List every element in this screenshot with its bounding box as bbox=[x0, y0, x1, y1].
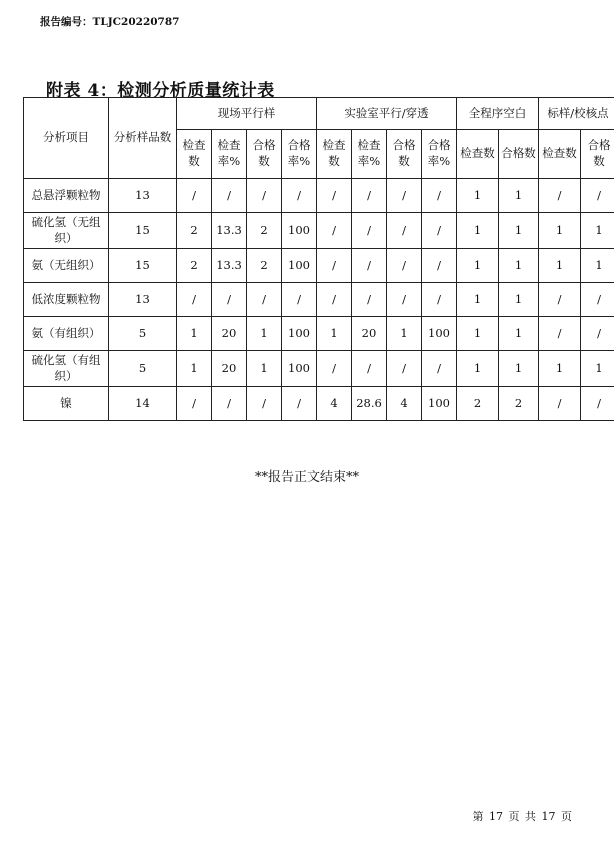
value-cell: 1 bbox=[581, 249, 614, 283]
table-row bbox=[24, 317, 614, 351]
value-cell: 1 bbox=[499, 317, 539, 351]
value-cell: 13.3 bbox=[212, 213, 247, 249]
value-cell: / bbox=[387, 351, 422, 387]
value-cell: 100 bbox=[282, 249, 317, 283]
value-cell: 100 bbox=[422, 387, 457, 421]
col-analysis-item: 分析项目 bbox=[24, 98, 109, 179]
value-cell: 1 bbox=[177, 351, 212, 387]
value-cell: / bbox=[282, 283, 317, 317]
value-cell: 1 bbox=[539, 213, 581, 249]
value-cell: / bbox=[352, 179, 387, 213]
value-cell: 100 bbox=[422, 317, 457, 351]
value-cell: 2 bbox=[177, 213, 212, 249]
value-cell: / bbox=[539, 283, 581, 317]
sub-check-rate: 检查率% bbox=[352, 130, 387, 179]
value-cell: 1 bbox=[499, 249, 539, 283]
value-cell: 20 bbox=[352, 317, 387, 351]
sample-count-cell: 15 bbox=[109, 213, 177, 249]
value-cell: / bbox=[422, 249, 457, 283]
value-cell: / bbox=[539, 179, 581, 213]
value-cell: 1 bbox=[539, 351, 581, 387]
value-cell: 4 bbox=[387, 387, 422, 421]
value-cell: 1 bbox=[457, 179, 499, 213]
value-cell: / bbox=[317, 249, 352, 283]
value-cell: 13.3 bbox=[212, 249, 247, 283]
sub-pass-count: 合格数 bbox=[387, 130, 422, 179]
analysis-item-cell: 总悬浮颗粒物 bbox=[24, 179, 109, 213]
page-number: 第 17 页 共 17 页 bbox=[472, 810, 572, 823]
value-cell: / bbox=[539, 387, 581, 421]
value-cell: / bbox=[352, 249, 387, 283]
value-cell: / bbox=[581, 387, 614, 421]
value-cell: 1 bbox=[499, 179, 539, 213]
value-cell: 1 bbox=[247, 351, 282, 387]
group-standard-check: 标样/校核点 bbox=[539, 98, 614, 130]
value-cell: 1 bbox=[457, 249, 499, 283]
report-number: 报告编号：TLJC20220787 bbox=[40, 16, 180, 28]
sub-pass-count: 合格数 bbox=[247, 130, 282, 179]
analysis-item-cell: 氨（有组织） bbox=[24, 317, 109, 351]
value-cell: / bbox=[387, 213, 422, 249]
group-full-blank: 全程序空白 bbox=[457, 98, 539, 130]
sub-pass-count: 合格数 bbox=[581, 130, 614, 179]
value-cell: / bbox=[282, 179, 317, 213]
qc-statistics-table bbox=[23, 97, 614, 421]
sample-count-cell: 5 bbox=[109, 317, 177, 351]
value-cell: / bbox=[581, 179, 614, 213]
value-cell: 28.6 bbox=[352, 387, 387, 421]
value-cell: 1 bbox=[499, 213, 539, 249]
value-cell: 100 bbox=[282, 351, 317, 387]
value-cell: / bbox=[422, 179, 457, 213]
sub-check-rate: 检查率% bbox=[212, 130, 247, 179]
value-cell: 1 bbox=[177, 317, 212, 351]
value-cell: / bbox=[422, 283, 457, 317]
value-cell: / bbox=[352, 351, 387, 387]
sub-check-count: 检查数 bbox=[539, 130, 581, 179]
value-cell: / bbox=[387, 179, 422, 213]
analysis-item-cell: 氨（无组织） bbox=[24, 249, 109, 283]
value-cell: / bbox=[387, 249, 422, 283]
group-field-parallel: 现场平行样 bbox=[177, 98, 317, 130]
value-cell: / bbox=[387, 283, 422, 317]
value-cell: / bbox=[539, 317, 581, 351]
value-cell: / bbox=[177, 387, 212, 421]
value-cell: 1 bbox=[581, 213, 614, 249]
sample-count-cell: 5 bbox=[109, 351, 177, 387]
value-cell: / bbox=[177, 283, 212, 317]
value-cell: / bbox=[247, 179, 282, 213]
value-cell: / bbox=[247, 387, 282, 421]
sub-check-count: 检查数 bbox=[317, 130, 352, 179]
value-cell: 2 bbox=[499, 387, 539, 421]
value-cell: 1 bbox=[457, 283, 499, 317]
value-cell: / bbox=[317, 179, 352, 213]
value-cell: / bbox=[317, 283, 352, 317]
value-cell: / bbox=[212, 283, 247, 317]
sub-pass-rate: 合格率% bbox=[422, 130, 457, 179]
value-cell: 20 bbox=[212, 351, 247, 387]
value-cell: / bbox=[581, 283, 614, 317]
analysis-item-cell: 硫化氢（无组织） bbox=[24, 213, 109, 249]
value-cell: 1 bbox=[457, 317, 499, 351]
table-row bbox=[24, 249, 614, 283]
value-cell: 2 bbox=[247, 249, 282, 283]
sample-count-cell: 13 bbox=[109, 283, 177, 317]
report-end-mark: **报告正文结束** bbox=[254, 470, 359, 485]
table-row bbox=[24, 351, 614, 387]
sub-pass-count: 合格数 bbox=[499, 130, 539, 179]
value-cell: / bbox=[581, 317, 614, 351]
value-cell: 1 bbox=[457, 351, 499, 387]
table-row bbox=[24, 179, 614, 213]
analysis-item-cell: 硫化氢（有组织） bbox=[24, 351, 109, 387]
value-cell: / bbox=[212, 179, 247, 213]
sub-check-count: 检查数 bbox=[457, 130, 499, 179]
table-row bbox=[24, 387, 614, 421]
value-cell: 2 bbox=[177, 249, 212, 283]
value-cell: 1 bbox=[581, 351, 614, 387]
value-cell: 100 bbox=[282, 213, 317, 249]
value-cell: 20 bbox=[212, 317, 247, 351]
table-title: 附表 4：检测分析质量统计表 bbox=[46, 81, 275, 101]
value-cell: / bbox=[177, 179, 212, 213]
analysis-item-cell: 低浓度颗粒物 bbox=[24, 283, 109, 317]
table-row bbox=[24, 283, 614, 317]
value-cell: / bbox=[352, 283, 387, 317]
value-cell: 4 bbox=[317, 387, 352, 421]
value-cell: 1 bbox=[539, 249, 581, 283]
sub-pass-rate: 合格率% bbox=[282, 130, 317, 179]
value-cell: 100 bbox=[282, 317, 317, 351]
table-row bbox=[24, 213, 614, 249]
value-cell: / bbox=[422, 213, 457, 249]
value-cell: 2 bbox=[457, 387, 499, 421]
value-cell: 1 bbox=[499, 351, 539, 387]
value-cell: 1 bbox=[247, 317, 282, 351]
group-lab-parallel: 实验室平行/穿透 bbox=[317, 98, 457, 130]
value-cell: / bbox=[317, 213, 352, 249]
sample-count-cell: 13 bbox=[109, 179, 177, 213]
value-cell: 1 bbox=[387, 317, 422, 351]
sample-count-cell: 15 bbox=[109, 249, 177, 283]
sample-count-cell: 14 bbox=[109, 387, 177, 421]
value-cell: / bbox=[282, 387, 317, 421]
value-cell: / bbox=[352, 213, 387, 249]
table-body bbox=[24, 179, 614, 421]
analysis-item-cell: 镍 bbox=[24, 387, 109, 421]
value-cell: 2 bbox=[247, 213, 282, 249]
value-cell: 1 bbox=[317, 317, 352, 351]
value-cell: / bbox=[317, 351, 352, 387]
value-cell: / bbox=[212, 387, 247, 421]
value-cell: 1 bbox=[457, 213, 499, 249]
value-cell: / bbox=[422, 351, 457, 387]
sub-check-count: 检查数 bbox=[177, 130, 212, 179]
value-cell: / bbox=[247, 283, 282, 317]
col-sample-count: 分析样品数 bbox=[109, 98, 177, 179]
value-cell: 1 bbox=[499, 283, 539, 317]
